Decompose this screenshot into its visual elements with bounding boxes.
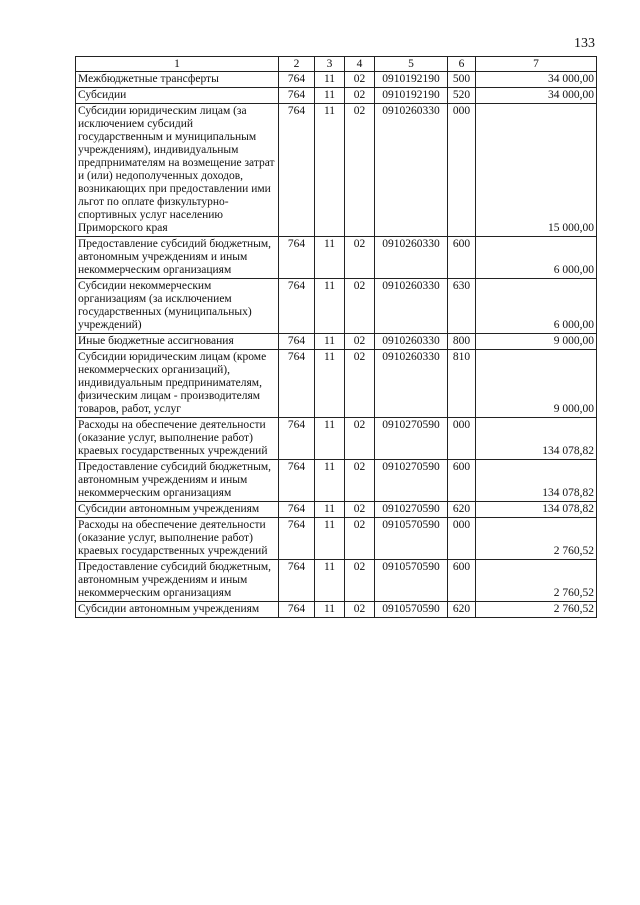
target-article-cell: 0910260330 bbox=[375, 279, 448, 334]
table-row bbox=[76, 602, 597, 618]
subsection-cell: 02 bbox=[345, 560, 375, 602]
section-cell: 11 bbox=[315, 237, 345, 279]
section-cell: 11 bbox=[315, 518, 345, 560]
subsection-cell: 02 bbox=[345, 602, 375, 618]
code-cell: 764 bbox=[279, 560, 315, 602]
target-article-cell: 0910570590 bbox=[375, 518, 448, 560]
row-name-cell: Субсидии юридическим лицам (кроме некоммерческих организаций), индивидуальным предпринимателям, физическим лицам - производителям товаров, работ, услуг bbox=[76, 350, 279, 418]
target-article-cell: 0910570590 bbox=[375, 602, 448, 618]
column-header: 7 bbox=[476, 57, 597, 72]
section-cell: 11 bbox=[315, 602, 345, 618]
row-name-cell: Предоставление субсидий бюджетным, автономным учреждениям и иным некоммерческим организациям bbox=[76, 560, 279, 602]
row-name-cell: Предоставление субсидий бюджетным, автономным учреждениям и иным некоммерческим организациям bbox=[76, 460, 279, 502]
code-cell: 764 bbox=[279, 518, 315, 560]
expense-type-cell: 000 bbox=[448, 518, 476, 560]
row-name-cell: Субсидии автономным учреждениям bbox=[76, 502, 279, 518]
section-cell: 11 bbox=[315, 460, 345, 502]
column-header: 6 bbox=[448, 57, 476, 72]
table-row bbox=[76, 72, 597, 88]
expense-type-cell: 620 bbox=[448, 602, 476, 618]
expense-type-cell: 630 bbox=[448, 279, 476, 334]
column-header: 4 bbox=[345, 57, 375, 72]
amount-cell: 9 000,00 bbox=[476, 334, 597, 350]
section-cell: 11 bbox=[315, 279, 345, 334]
expense-type-cell: 620 bbox=[448, 502, 476, 518]
target-article-cell: 0910260330 bbox=[375, 104, 448, 237]
page-number: 133 bbox=[574, 36, 595, 51]
section-cell: 11 bbox=[315, 502, 345, 518]
target-article-cell: 0910270590 bbox=[375, 460, 448, 502]
table-row bbox=[76, 460, 597, 502]
row-name-cell: Расходы на обеспечение деятельности (оказание услуг, выполнение работ) краевых государственных учреждений bbox=[76, 418, 279, 460]
column-header: 5 bbox=[375, 57, 448, 72]
row-name-cell: Расходы на обеспечение деятельности (оказание услуг, выполнение работ) краевых государственных учреждений bbox=[76, 518, 279, 560]
expense-type-cell: 000 bbox=[448, 104, 476, 237]
target-article-cell: 0910192190 bbox=[375, 72, 448, 88]
section-cell: 11 bbox=[315, 560, 345, 602]
expense-type-cell: 500 bbox=[448, 72, 476, 88]
row-name-cell: Межбюджетные трансферты bbox=[76, 72, 279, 88]
budget-table bbox=[75, 56, 597, 618]
code-cell: 764 bbox=[279, 279, 315, 334]
amount-cell: 6 000,00 bbox=[476, 237, 597, 279]
subsection-cell: 02 bbox=[345, 279, 375, 334]
table-row bbox=[76, 334, 597, 350]
code-cell: 764 bbox=[279, 237, 315, 279]
subsection-cell: 02 bbox=[345, 72, 375, 88]
subsection-cell: 02 bbox=[345, 518, 375, 560]
subsection-cell: 02 bbox=[345, 418, 375, 460]
section-cell: 11 bbox=[315, 88, 345, 104]
section-cell: 11 bbox=[315, 350, 345, 418]
row-name-cell: Субсидии bbox=[76, 88, 279, 104]
subsection-cell: 02 bbox=[345, 350, 375, 418]
column-header: 2 bbox=[279, 57, 315, 72]
target-article-cell: 0910260330 bbox=[375, 334, 448, 350]
amount-cell: 9 000,00 bbox=[476, 350, 597, 418]
table-row bbox=[76, 237, 597, 279]
target-article-cell: 0910270590 bbox=[375, 502, 448, 518]
expense-type-cell: 810 bbox=[448, 350, 476, 418]
row-name-cell: Иные бюджетные ассигнования bbox=[76, 334, 279, 350]
target-article-cell: 0910570590 bbox=[375, 560, 448, 602]
code-cell: 764 bbox=[279, 72, 315, 88]
table-row bbox=[76, 88, 597, 104]
table-row bbox=[76, 418, 597, 460]
column-header-row bbox=[76, 57, 597, 72]
target-article-cell: 0910260330 bbox=[375, 350, 448, 418]
code-cell: 764 bbox=[279, 350, 315, 418]
amount-cell: 134 078,82 bbox=[476, 460, 597, 502]
section-cell: 11 bbox=[315, 72, 345, 88]
code-cell: 764 bbox=[279, 418, 315, 460]
table-row bbox=[76, 502, 597, 518]
table-row bbox=[76, 279, 597, 334]
expense-type-cell: 600 bbox=[448, 237, 476, 279]
amount-cell: 2 760,52 bbox=[476, 602, 597, 618]
subsection-cell: 02 bbox=[345, 460, 375, 502]
column-header: 3 bbox=[315, 57, 345, 72]
amount-cell: 34 000,00 bbox=[476, 88, 597, 104]
section-cell: 11 bbox=[315, 104, 345, 237]
amount-cell: 2 760,52 bbox=[476, 560, 597, 602]
code-cell: 764 bbox=[279, 502, 315, 518]
subsection-cell: 02 bbox=[345, 334, 375, 350]
code-cell: 764 bbox=[279, 334, 315, 350]
expense-type-cell: 800 bbox=[448, 334, 476, 350]
target-article-cell: 0910270590 bbox=[375, 418, 448, 460]
amount-cell: 6 000,00 bbox=[476, 279, 597, 334]
target-article-cell: 0910192190 bbox=[375, 88, 448, 104]
row-name-cell: Предоставление субсидий бюджетным, автономным учреждениям и иным некоммерческим организациям bbox=[76, 237, 279, 279]
column-header: 1 bbox=[76, 57, 279, 72]
code-cell: 764 bbox=[279, 88, 315, 104]
subsection-cell: 02 bbox=[345, 88, 375, 104]
expense-type-cell: 600 bbox=[448, 460, 476, 502]
table-body bbox=[76, 57, 597, 618]
code-cell: 764 bbox=[279, 460, 315, 502]
amount-cell: 134 078,82 bbox=[476, 502, 597, 518]
expense-type-cell: 600 bbox=[448, 560, 476, 602]
section-cell: 11 bbox=[315, 418, 345, 460]
row-name-cell: Субсидии автономным учреждениям bbox=[76, 602, 279, 618]
expense-type-cell: 520 bbox=[448, 88, 476, 104]
amount-cell: 34 000,00 bbox=[476, 72, 597, 88]
target-article-cell: 0910260330 bbox=[375, 237, 448, 279]
code-cell: 764 bbox=[279, 602, 315, 618]
subsection-cell: 02 bbox=[345, 237, 375, 279]
table-row bbox=[76, 104, 597, 237]
table-row bbox=[76, 518, 597, 560]
row-name-cell: Субсидии юридическим лицам (за исключением субсидий государственным и муниципальным учреждениям), индивидуальным предпрнимателям на возмещение затрат и (или) недополученных доходов, возникающих при предоставлении ими льгот по оплате физкультурно-спортивных услуг населению Приморского края bbox=[76, 104, 279, 237]
row-name-cell: Субсидии некоммерческим организациям (за исключением государственных (муниципальных) учреждений) bbox=[76, 279, 279, 334]
expense-type-cell: 000 bbox=[448, 418, 476, 460]
subsection-cell: 02 bbox=[345, 502, 375, 518]
code-cell: 764 bbox=[279, 104, 315, 237]
amount-cell: 15 000,00 bbox=[476, 104, 597, 237]
amount-cell: 2 760,52 bbox=[476, 518, 597, 560]
section-cell: 11 bbox=[315, 334, 345, 350]
amount-cell: 134 078,82 bbox=[476, 418, 597, 460]
subsection-cell: 02 bbox=[345, 104, 375, 237]
table-row bbox=[76, 560, 597, 602]
table-row bbox=[76, 350, 597, 418]
